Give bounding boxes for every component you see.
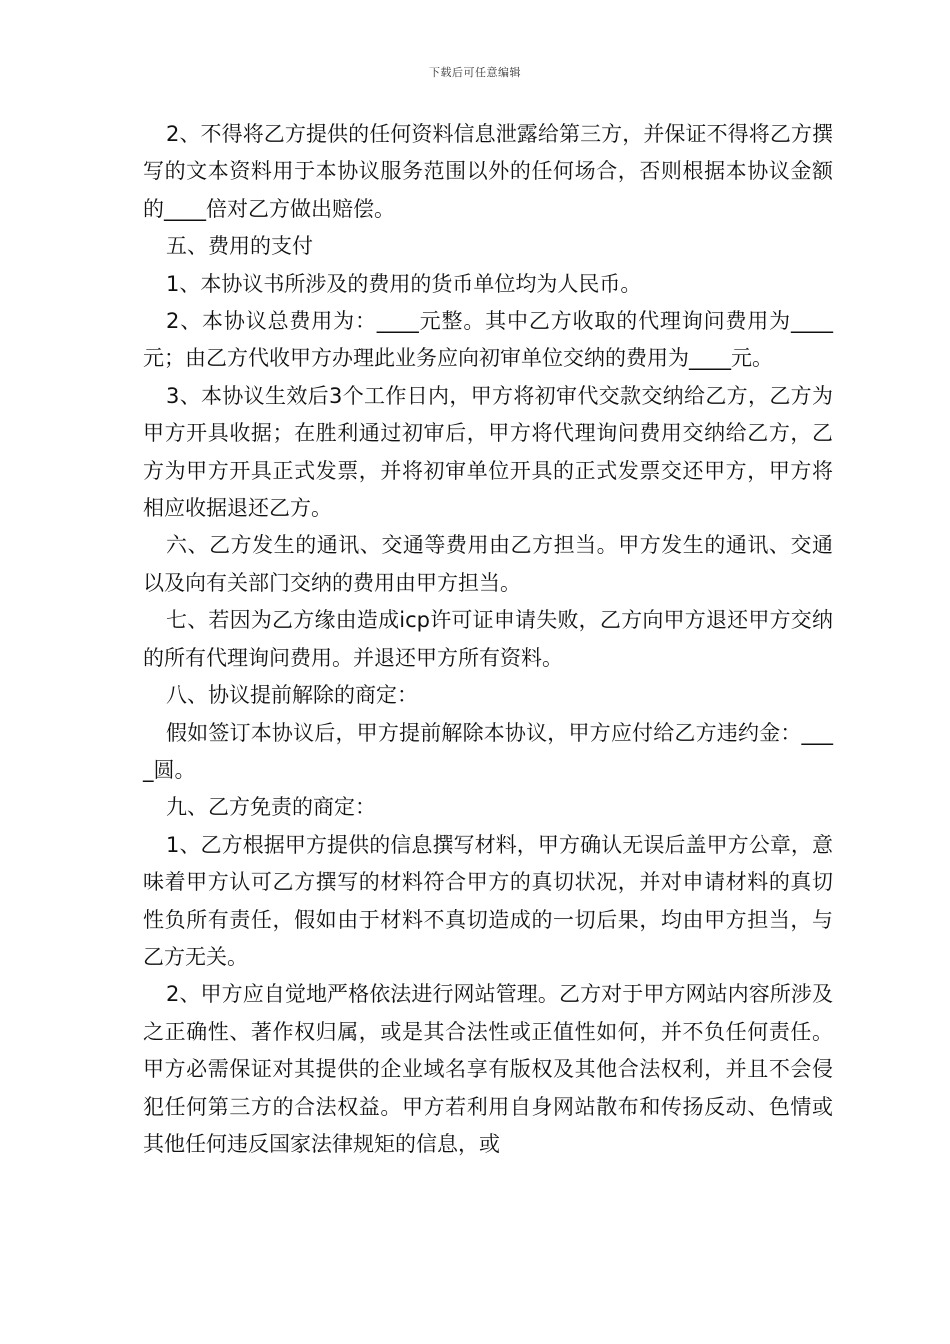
paragraph-section-6-expenses: 六、乙方发生的通讯、交通等费用由乙方担当。甲方发生的通讯、交通以及向有关部门交纳的费用由甲方担当。 [143, 533, 833, 595]
paragraph-currency: 1、本协议书所涉及的费用的货币单位均为人民币。 [166, 271, 642, 296]
paragraph-penalty: 假如签订本协议后，甲方提前解除本协议，甲方应付给乙方违约金：____圆。 [143, 720, 833, 782]
section-heading-early-termination: 八、协议提前解除的商定： [166, 683, 418, 708]
paragraph-total-fee: 2、本协议总费用为：____元整。其中乙方收取的代理询问费用为____元；由乙方代收甲方办理此业务应向初审单位交纳的费用为____元。 [143, 309, 833, 371]
paragraph-clause-2-confidentiality: 2、不得将乙方提供的任何资料信息泄露给第三方，并保证不得将乙方撰写的文本资料用于本协议服务范围以外的任何场合，否则根据本协议金额的____倍对乙方做出赔偿。 [143, 122, 833, 221]
paragraph-payment-schedule: 3、本协议生效后3个工作日内，甲方将初审代交款交纳给乙方，乙方为甲方开具收据；在胜利通过初审后，甲方将代理询问费用交纳给乙方，乙方为甲方开具正式发票，并将初审单位开具的正式发票交还甲方，甲方将相应收据退还乙方。 [143, 383, 833, 521]
section-heading-payment: 五、费用的支付 [166, 234, 313, 259]
paragraph-section-7-refund: 七、若因为乙方缘由造成icp许可证申请失败，乙方向甲方退还甲方交纳的所有代理询问费用。并退还甲方所有资料。 [143, 608, 833, 670]
paragraph-disclaimer-2: 2、甲方应自觉地严格依法进行网站管理。乙方对于甲方网站内容所涉及之正确性、著作权归属，或是其合法性或正值性如何，并不负任何责任。甲方必需保证对其提供的企业域名享有版权及其他合法权利，并且不会侵犯任何第三方的合法权益。甲方若利用自身网站散布和传扬反动、色情或其他任何违反国家法律规矩的信息，或 [143, 982, 833, 1156]
document-body [143, 116, 833, 1163]
page-header: 下载后可任意编辑 [429, 66, 521, 79]
paragraph-disclaimer-1: 1、乙方根据甲方提供的信息撰写材料，甲方确认无误后盖甲方公章，意味着甲方认可乙方撰写的材料符合甲方的真切状况，并对申请材料的真切性负所有责任，假如由于材料不真切造成的一切后果，均由甲方担当，与乙方无关。 [143, 832, 833, 969]
section-heading-disclaimer: 九、乙方免责的商定： [166, 795, 376, 820]
